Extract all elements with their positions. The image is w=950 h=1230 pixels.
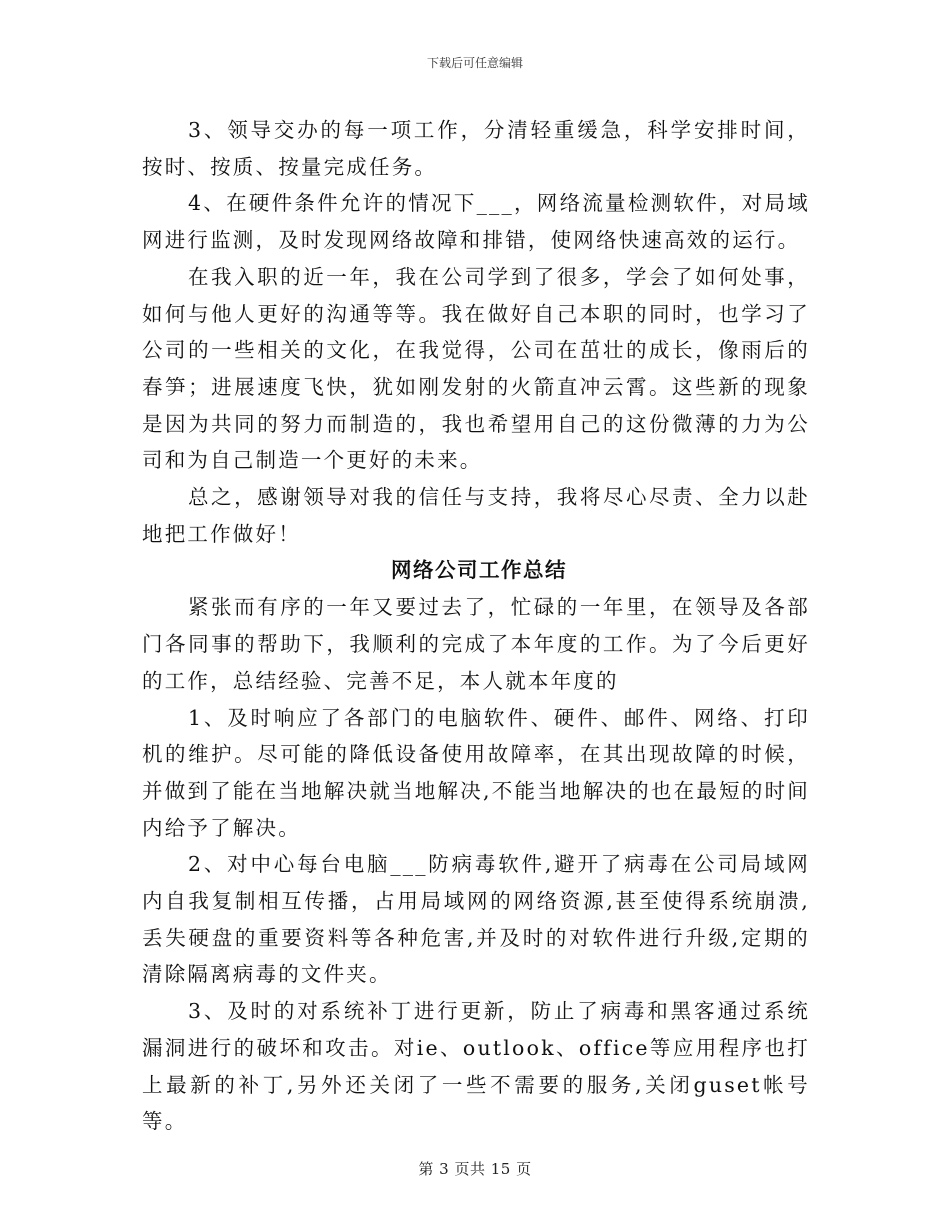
- paragraph-company-experience: 在我入职的近一年，我在公司学到了很多，学会了如何处事，如何与他人更好的沟通等等。我在做好自己本职的同时，也学习了公司的一些相关的文化，在我觉得，公司在茁壮的成长，像雨后的春笋；进展速度飞快，犹如刚发射的火箭直冲云霄。这些新的现象是因为共同的努力而制造的，我也希望用自己的这份微薄的力为公司和为自己制造一个更好的未来。: [142, 264, 810, 473]
- paragraph-item-3-patches: 3、及时的对系统补丁进行更新，防止了病毒和黑客通过系统漏洞进行的破坏和攻击。对ie、outlook、office等应用程序也打上最新的补丁,另外还关闭了一些不需要的服务,关闭guset帐号等。: [142, 999, 810, 1134]
- page-header: 下载后可任意编辑: [426, 56, 523, 70]
- paragraph-item-1-maintenance: 1、及时响应了各部门的电脑软件、硬件、邮件、网络、打印机的维护。尽可能的降低设备使用故障率，在其出现故障的时候，并做到了能在当地解决就当地解决,不能当地解决的也在最短的时间内给予了解决。: [142, 705, 810, 840]
- page-number: 第 3 页共 15 页: [418, 1160, 532, 1178]
- paragraph-summary-intro: 紧张而有序的一年又要过去了，忙碌的一年里，在领导及各部门各同事的帮助下，我顺利的完成了本年度的工作。为了今后更好的工作，总结经验、完善不足，本人就本年度的: [142, 595, 810, 693]
- paragraph-item-3-arrangement: 3、领导交办的每一项工作，分清轻重缓急，科学安排时间，按时、按质、按量完成任务。: [142, 118, 810, 179]
- section-title: 网络公司工作总结: [391, 558, 567, 583]
- paragraph-closing-thanks: 总之，感谢领导对我的信任与支持，我将尽心尽责、全力以赴地把工作做好！: [142, 485, 810, 546]
- paragraph-item-4-network-monitoring: 4、在硬件条件允许的情况下___，网络流量检测软件，对局域网进行监测，及时发现网络故障和排错，使网络快速高效的运行。: [142, 191, 810, 253]
- document-body: [142, 112, 810, 1140]
- paragraph-item-2-antivirus: 2、对中心每台电脑___防病毒软件,避开了病毒在公司局域网内自我复制相互传播，占用局域网的网络资源,甚至使得系统崩溃,丢失硬盘的重要资料等各种危害,并及时的对软件进行升级,定期的清除隔离病毒的文件夹。: [142, 852, 810, 987]
